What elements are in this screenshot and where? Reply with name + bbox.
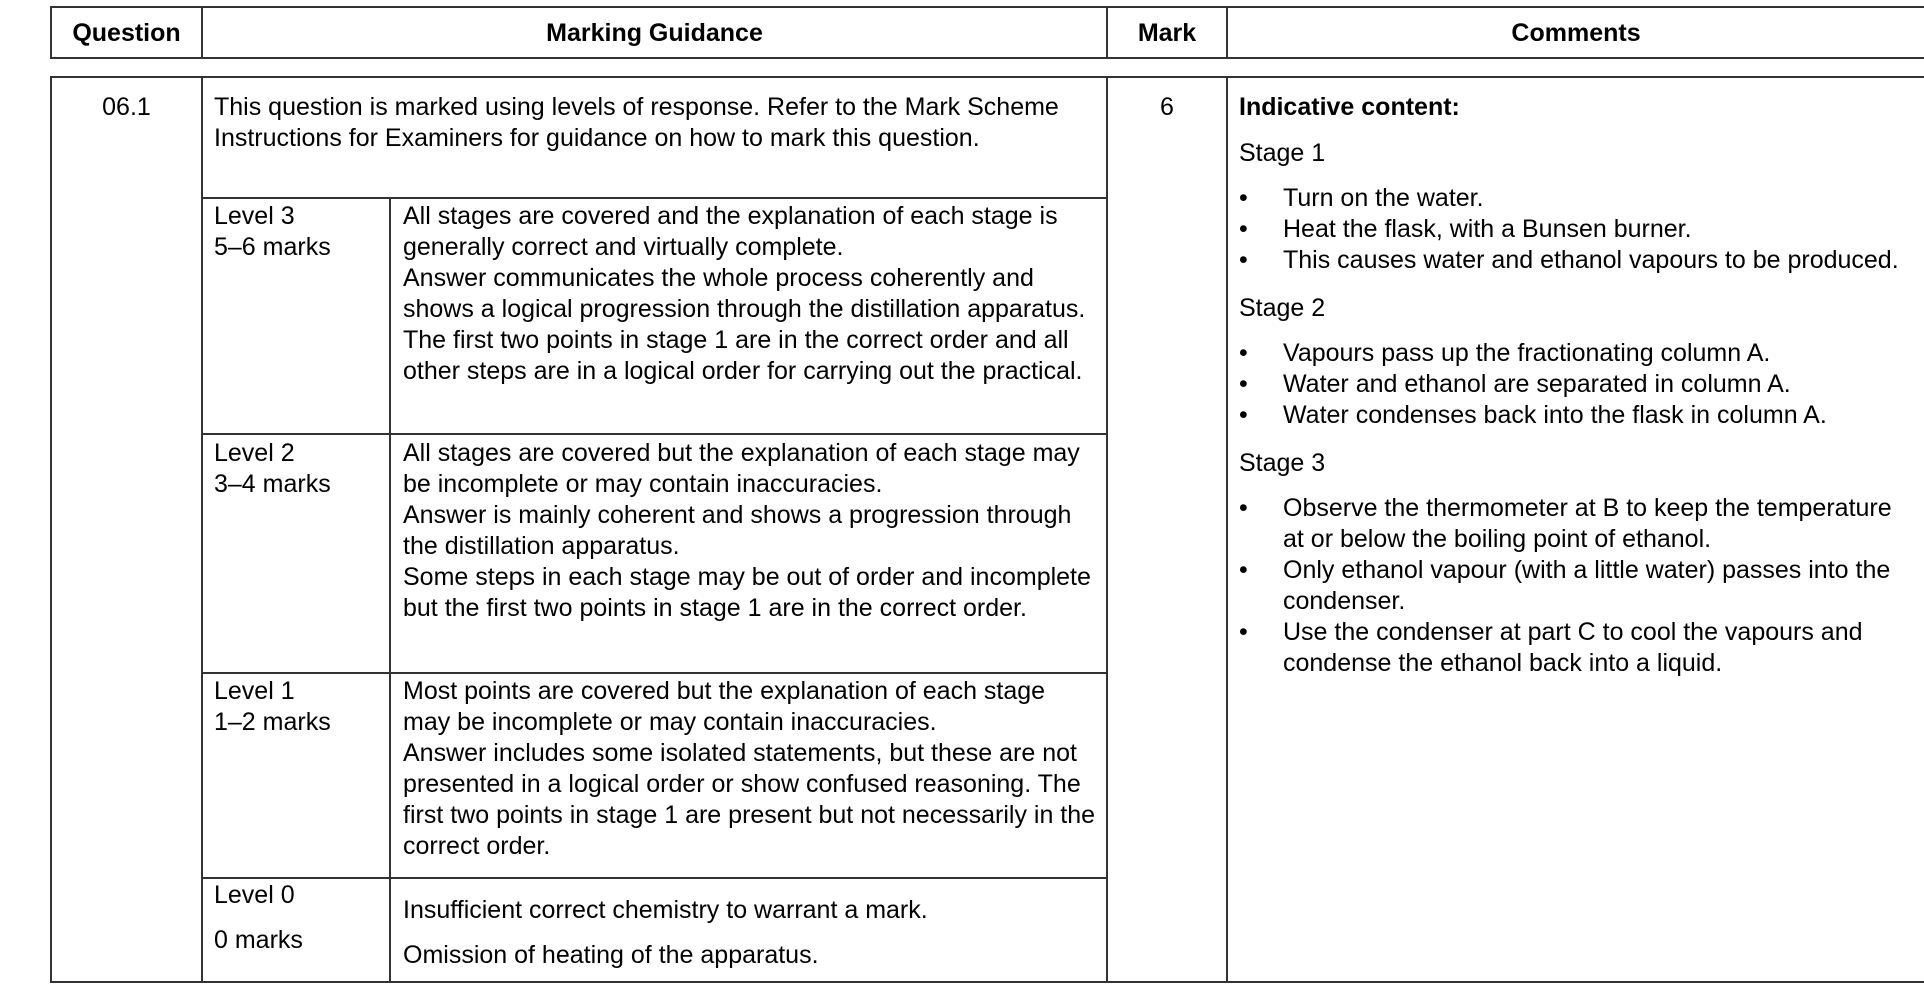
- level-column-divider: [389, 197, 391, 983]
- body-border-left: [50, 76, 52, 983]
- level-row-border: [201, 672, 1108, 674]
- level-row-border: [201, 877, 1108, 879]
- mark-value: 6: [1160, 93, 1174, 121]
- stage-1-list: [1239, 183, 1911, 276]
- level-label: Level 2: [214, 439, 295, 467]
- level-2-label: [214, 438, 384, 500]
- header-mark: Mark: [1137, 19, 1197, 47]
- level-marks: 1–2 marks: [214, 708, 331, 736]
- level-marks: 3–4 marks: [214, 470, 331, 498]
- list-item: • Only ethanol vapour (with a little water) passes into the condenser.: [1239, 555, 1911, 617]
- header-comments: Comments: [1511, 19, 1641, 47]
- level-label: Level 1: [214, 677, 295, 705]
- body-divider: [1106, 76, 1108, 983]
- level-0-description-line-1: Insufficient correct chemistry to warrant a mark.: [403, 896, 928, 924]
- stage-2-list: [1239, 338, 1911, 431]
- stage-3-list: [1239, 493, 1911, 679]
- body-top-border: [50, 76, 1924, 78]
- list-item: • Use the condenser at part C to cool the vapours and condense the ethanol back into a liquid.: [1239, 617, 1911, 679]
- level-0-label: [214, 880, 384, 956]
- header-question: Question: [72, 19, 181, 47]
- level-label: Level 3: [214, 202, 295, 230]
- level-1-label: [214, 676, 384, 738]
- level-row-border: [201, 433, 1108, 435]
- header-marking-guidance: Marking Guidance: [546, 19, 763, 47]
- body-bottom-border: [50, 981, 1924, 983]
- marking-intro: This question is marked using levels of response. Refer to the Mark Scheme Instructions for Examiners for guidance on how to mark this question.: [214, 93, 1059, 152]
- list-item: • Turn on the water.: [1239, 183, 1911, 214]
- level-marks: 0 marks: [214, 926, 303, 954]
- level-0-description: [403, 895, 1093, 971]
- list-item: • Vapours pass up the fractionating column A.: [1239, 338, 1911, 369]
- level-label: Level 0: [214, 881, 295, 909]
- list-item: • Heat the flask, with a Bunsen burner.: [1239, 214, 1911, 245]
- level-1-description: Most points are covered but the explanation of each stage may be incomplete or may contain inaccuracies. Answer includes some isolated statements, but these are not presented in a logical order or show confused reasoning. The first two points in stage 1 are present but not necessarily in the correct order.: [403, 677, 1096, 860]
- list-item: • Observe the thermometer at B to keep the temperature at or below the boiling point of ethanol.: [1239, 493, 1911, 555]
- body-divider: [201, 76, 203, 983]
- comments-cell: [1239, 92, 1911, 679]
- level-row-border: [201, 197, 1108, 199]
- indicative-content-heading: Indicative content:: [1239, 93, 1460, 121]
- header-bottom-border: [50, 57, 1924, 59]
- stage-2-title: Stage 2: [1239, 294, 1326, 322]
- header-top-border: [50, 6, 1924, 8]
- list-item: • Water and ethanol are separated in column A.: [1239, 369, 1911, 400]
- level-2-description: All stages are covered but the explanation of each stage may be incomplete or may contain inaccuracies. Answer is mainly coherent and shows a progression through the distillation apparatus. Some steps in each stage may be out of order and incomplete but the first two points in stage 1 are in the correct order.: [403, 439, 1091, 622]
- level-3-label: [214, 201, 384, 263]
- list-item: • This causes water and ethanol vapours to be produced.: [1239, 245, 1911, 276]
- level-3-description: All stages are covered and the explanation of each stage is generally correct and virtually complete. Answer communicates the whole process coherently and shows a logical progression through the distillation apparatus. The first two points in stage 1 are in the correct order and all other steps are in a logical order for carrying out the practical.: [403, 202, 1086, 385]
- stage-1-title: Stage 1: [1239, 139, 1326, 167]
- list-item: • Water condenses back into the flask in column A.: [1239, 400, 1911, 431]
- stage-3-title: Stage 3: [1239, 449, 1326, 477]
- level-marks: 5–6 marks: [214, 233, 331, 261]
- question-number: 06.1: [102, 93, 151, 121]
- level-0-description-line-2: Omission of heating of the apparatus.: [403, 941, 819, 969]
- body-divider: [1226, 76, 1228, 983]
